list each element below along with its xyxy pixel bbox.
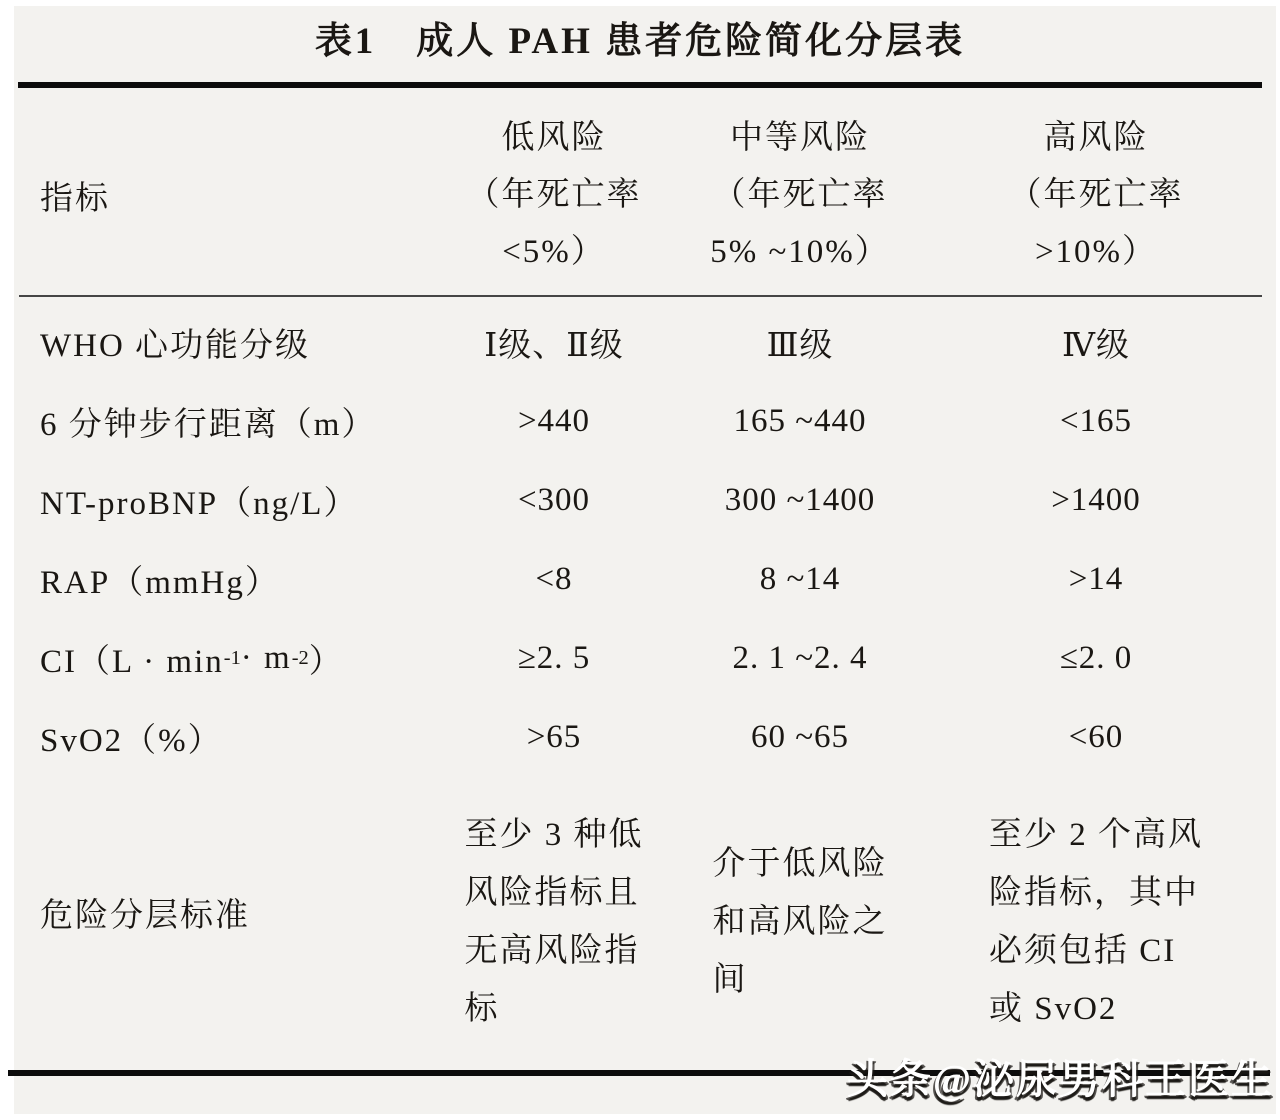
header-indicator	[18, 88, 438, 303]
row-label-who-class: WHO 心功能分级	[40, 328, 311, 364]
criteria-low-line: 标	[464, 991, 500, 1027]
6mwd-low-value: >440	[517, 403, 591, 439]
row-label-svo2: SvO2（%）	[40, 723, 223, 759]
criteria-label: 危险分层标准	[40, 897, 250, 934]
ci-exponent: -2	[291, 647, 309, 669]
criteria-high-line: 至少 2 个高风	[989, 817, 1203, 853]
header-line: 低风险	[501, 120, 607, 156]
rap-low-value: <8	[535, 561, 573, 597]
criteria-low-line: 至少 3 种低	[464, 817, 644, 853]
ntprobnp-low-value: <300	[517, 482, 591, 518]
rap-mid-value: 8 ~14	[759, 561, 841, 597]
rap-high-value: >14	[1068, 561, 1124, 597]
header-intermediate-risk	[670, 88, 930, 303]
criteria-low-line: 无高风险指	[464, 933, 640, 969]
who-class-high-value: Ⅳ级	[1062, 328, 1130, 364]
criteria-high-line: 险指标，其中	[989, 875, 1199, 911]
row-label-6mwd: 6 分钟步行距离（m）	[40, 407, 377, 443]
header-line: 高风险	[1043, 120, 1149, 156]
criteria-mid-line: 间	[712, 962, 748, 998]
header-line: 中等风险	[730, 120, 870, 156]
criteria-mid-line: 介于低风险	[712, 846, 888, 882]
ci-label-part: CI（L · min	[40, 644, 224, 680]
risk-stratification-table	[18, 88, 1262, 1047]
who-class-mid-value: Ⅲ级	[766, 328, 834, 364]
criteria-mid-line: 和高风险之	[712, 904, 888, 940]
ci-mid-value: 2. 1 ~2. 4	[732, 640, 868, 676]
header-line: >10%）	[1034, 234, 1158, 270]
header-high-risk	[930, 88, 1262, 303]
criteria-low-line: 风险指标且	[464, 875, 640, 911]
criteria-intermediate	[670, 777, 930, 1047]
criteria-high-line: 必须包括 CI	[989, 933, 1177, 969]
ci-label-part: · m	[240, 640, 292, 676]
6mwd-high-value: <165	[1059, 403, 1133, 439]
criteria-high-line: 或 SvO2	[989, 991, 1118, 1027]
page-title: 表1 成人 PAH 患者危险简化分层表	[314, 21, 966, 62]
header-line: （年死亡率	[466, 177, 642, 213]
ci-exponent: -1	[223, 647, 241, 669]
svo2-high-value: <60	[1068, 719, 1124, 755]
row-label-rap: RAP（mmHg）	[40, 565, 280, 601]
who-class-low-value: Ⅰ级、Ⅱ级	[484, 328, 624, 364]
header-line: <5%）	[502, 234, 606, 270]
header-line: （年死亡率	[1008, 177, 1184, 213]
ci-label-part: ）	[308, 644, 344, 680]
ci-high-value: ≤2. 0	[1059, 640, 1133, 676]
criteria-low	[438, 777, 670, 1047]
row-label-ntprobnp: NT-proBNP（ng/L）	[40, 486, 359, 522]
svo2-mid-value: 60 ~65	[750, 719, 850, 755]
header-line: 5% ~10%）	[710, 234, 890, 270]
ntprobnp-high-value: >1400	[1051, 482, 1141, 518]
svo2-low-value: >65	[526, 719, 582, 755]
row-label-ci	[18, 619, 438, 698]
header-indicator-label: 指标	[40, 181, 110, 217]
6mwd-mid-value: 165 ~440	[733, 403, 867, 439]
criteria-high	[930, 777, 1262, 1047]
watermark: 头条@泌尿男科王医生	[846, 1056, 1274, 1102]
ntprobnp-mid-value: 300 ~1400	[724, 482, 876, 518]
header-low-risk	[438, 88, 670, 303]
ci-low-value: ≥2. 5	[517, 640, 591, 676]
header-line: （年死亡率	[712, 177, 888, 213]
